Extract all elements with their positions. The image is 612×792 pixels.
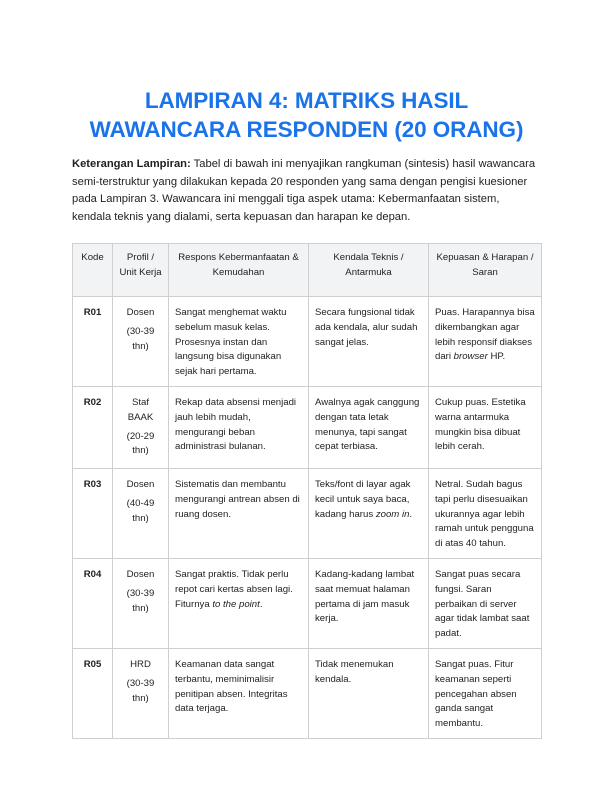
profile-role: Dosen xyxy=(126,569,155,581)
profile-age: (30-39 thn) xyxy=(126,587,155,614)
profile-age: (40-49 thn) xyxy=(126,497,155,524)
header-kepuasan: Kepuasan & Harapan / Saran xyxy=(429,244,542,297)
benefit-text-end: . xyxy=(259,598,263,610)
issue-cell: Awalnya agak canggung dengan tata letak menunya, tapi sangat cepat terbiasa. xyxy=(309,387,429,469)
profile-age: (30-39 thn) xyxy=(126,677,155,704)
header-profil: Profil / Unit Kerja xyxy=(113,244,169,297)
benefit-cell: Sangat menghemat waktu sebelum masuk kelas. Prosesnya instan dan langsung bisa digunakan sejak hari pertama. xyxy=(169,297,309,387)
respondent-profile xyxy=(113,469,169,559)
table-row xyxy=(73,469,542,559)
issue-cell: Tidak menemukan kendala. xyxy=(309,649,429,739)
table-header-row xyxy=(73,244,542,297)
profile-role: Dosen xyxy=(126,307,155,319)
issue-cell: Kadang-kadang lambat saat memuat halaman pertama di jam masuk kerja. xyxy=(309,559,429,649)
profile-role: Staf BAAK xyxy=(127,397,154,423)
header-respons: Respons Kebermanfaatan & Kemudahan xyxy=(169,244,309,297)
table-row xyxy=(73,387,542,469)
satisfaction-italic: browser xyxy=(453,351,488,363)
respondent-code: R03 xyxy=(73,469,113,559)
benefit-italic: to the point xyxy=(212,598,260,610)
respondent-code: R01 xyxy=(73,297,113,387)
issue-cell: Secara fungsional tidak ada kendala, alur sudah sangat jelas. xyxy=(309,297,429,387)
page-title xyxy=(72,86,541,144)
table-row xyxy=(73,649,542,739)
benefit-cell xyxy=(169,559,309,649)
benefit-text: Sangat praktis. Tidak perlu repot cari kertas absen lagi. Fiturnya xyxy=(175,569,293,610)
satisfaction-cell xyxy=(429,297,542,387)
respondent-profile xyxy=(113,297,169,387)
header-kendala: Kendala Teknis / Antarmuka xyxy=(309,244,429,297)
respondent-code: R02 xyxy=(73,387,113,469)
satisfaction-cell: Cukup puas. Estetika warna antarmuka mungkin bisa dibuat lebih cerah. xyxy=(429,387,542,469)
benefit-cell: Keamanan data sangat terbantu, meminimalisir penitipan absen. Integritas data terjaga. xyxy=(169,649,309,739)
respondent-profile xyxy=(113,649,169,739)
satisfaction-text: Puas. Harapannya bisa dikembangkan agar lebih responsif diakses dari xyxy=(435,307,535,363)
benefit-cell: Rekap data absensi menjadi jauh lebih mudah, mengurangi beban administrasi bulanan. xyxy=(169,387,309,469)
table-row xyxy=(73,297,542,387)
intro-label: Keterangan Lampiran: xyxy=(72,158,191,170)
issue-text-end: . xyxy=(409,508,413,520)
respondent-profile xyxy=(113,387,169,469)
title-line-1: LAMPIRAN 4: MATRIKS HASIL xyxy=(144,88,469,113)
issue-text: Teks/font di layar agak kecil untuk saya baca, kadang harus xyxy=(315,479,411,520)
satisfaction-cell: Sangat puas secara fungsi. Saran perbaikan di server agar tidak lambat saat padat. xyxy=(429,559,542,649)
title-line-2: WAWANCARA RESPONDEN (20 ORANG) xyxy=(89,117,524,142)
interview-matrix-table xyxy=(72,243,542,739)
satisfaction-text-end: HP. xyxy=(487,351,506,363)
issue-italic: zoom in xyxy=(375,508,410,520)
intro-paragraph xyxy=(72,156,541,226)
respondent-code: R05 xyxy=(73,649,113,739)
satisfaction-cell: Sangat puas. Fitur keamanan seperti pencegahan absen ganda sangat membantu. xyxy=(429,649,542,739)
respondent-profile xyxy=(113,559,169,649)
profile-age: (20-29 thn) xyxy=(126,430,155,457)
benefit-cell: Sistematis dan membantu mengurangi antrean absen di ruang dosen. xyxy=(169,469,309,559)
satisfaction-cell: Netral. Sudah bagus tapi perlu disesuaikan ukurannya agar lebih ramah untuk pengguna di atas 40 tahun. xyxy=(429,469,542,559)
profile-age: (30-39 thn) xyxy=(126,325,155,352)
document-page xyxy=(72,86,541,739)
table-row xyxy=(73,559,542,649)
header-kode: Kode xyxy=(73,244,113,297)
profile-role: Dosen xyxy=(126,479,155,491)
intro-text: Tabel di bawah ini menyajikan rangkuman (sintesis) hasil wawancara semi-terstruktur yang dilakukan kepada 20 responden yang sama dengan pengisi kuesioner pada Lampiran 3. Wawancara ini menggali tiga aspek utama: Kebermanfaatan sistem, kendala teknis yang dialami, serta kepuasan dan harapan ke depan. xyxy=(72,158,536,223)
profile-role: HRD xyxy=(130,659,151,671)
respondent-code: R04 xyxy=(73,559,113,649)
issue-cell xyxy=(309,469,429,559)
